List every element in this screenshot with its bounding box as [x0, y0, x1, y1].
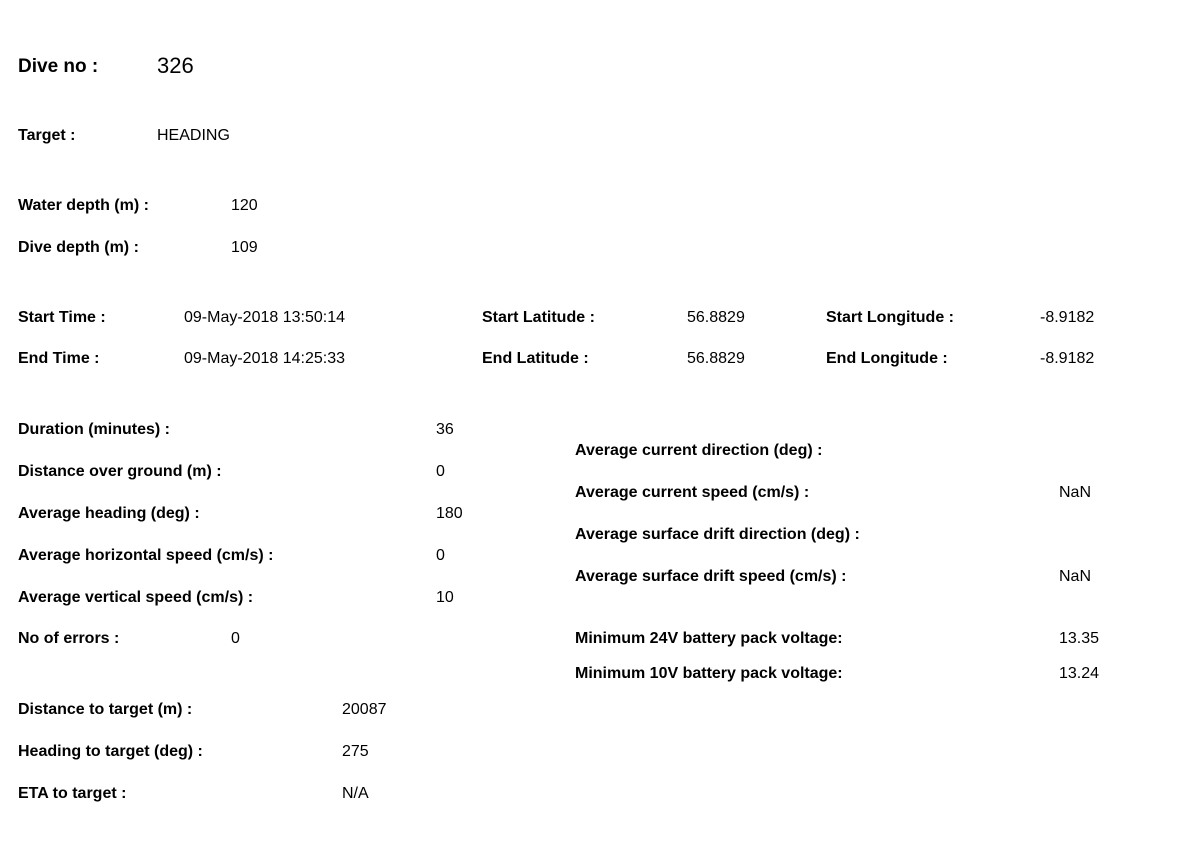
heading-to-target-value: 275 — [342, 743, 369, 760]
average-heading-value: 180 — [436, 505, 463, 522]
distance-to-target-label: Distance to target (m) : — [18, 701, 193, 718]
average-heading-label: Average heading (deg) : — [18, 505, 200, 522]
average-current-speed-value: NaN — [1059, 484, 1092, 501]
no-of-errors-value: 0 — [231, 630, 240, 647]
dive-no-value: 326 — [157, 53, 194, 78]
dive-no-label: Dive no : — [18, 56, 99, 77]
minimum-10v-battery-value: 13.24 — [1059, 665, 1100, 682]
average-horizontal-speed-label: Average horizontal speed (cm/s) : — [18, 547, 274, 564]
target-value: HEADING — [157, 127, 230, 144]
end-latitude-label: End Latitude : — [482, 350, 589, 367]
start-longitude-value: -8.9182 — [1040, 309, 1095, 326]
average-vertical-speed-label: Average vertical speed (cm/s) : — [18, 589, 254, 606]
target-label: Target : — [18, 127, 76, 144]
water-depth-value: 120 — [231, 197, 258, 214]
end-latitude-value: 56.8829 — [687, 350, 745, 367]
average-surface-drift-direction-label: Average surface drift direction (deg) : — [575, 526, 860, 543]
average-current-direction-label: Average current direction (deg) : — [575, 442, 823, 459]
minimum-10v-battery-label: Minimum 10V battery pack voltage: — [575, 665, 843, 682]
start-longitude-label: Start Longitude : — [826, 309, 954, 326]
minimum-24v-battery-label: Minimum 24V battery pack voltage: — [575, 630, 843, 647]
eta-to-target-value: N/A — [342, 785, 369, 802]
distance-over-ground-label: Distance over ground (m) : — [18, 463, 222, 480]
heading-to-target-label: Heading to target (deg) : — [18, 743, 203, 760]
no-of-errors-label: No of errors : — [18, 630, 120, 647]
dive-depth-value: 109 — [231, 239, 258, 256]
end-time-value: 09-May-2018 14:25:33 — [184, 350, 345, 367]
eta-to-target-label: ETA to target : — [18, 785, 127, 802]
end-longitude-label: End Longitude : — [826, 350, 948, 367]
start-latitude-label: Start Latitude : — [482, 309, 595, 326]
average-current-speed-label: Average current speed (cm/s) : — [575, 484, 810, 501]
end-longitude-value: -8.9182 — [1040, 350, 1095, 367]
average-surface-drift-speed-label: Average surface drift speed (cm/s) : — [575, 568, 847, 585]
average-horizontal-speed-value: 0 — [436, 547, 445, 564]
dive-depth-label: Dive depth (m) : — [18, 239, 139, 256]
start-time-label: Start Time : — [18, 309, 106, 326]
start-time-value: 09-May-2018 13:50:14 — [184, 309, 345, 326]
minimum-24v-battery-value: 13.35 — [1059, 630, 1100, 647]
duration-value: 36 — [436, 421, 454, 438]
end-time-label: End Time : — [18, 350, 100, 367]
average-vertical-speed-value: 10 — [436, 589, 454, 606]
water-depth-label: Water depth (m) : — [18, 197, 149, 214]
average-surface-drift-speed-value: NaN — [1059, 568, 1092, 585]
start-latitude-value: 56.8829 — [687, 309, 745, 326]
distance-over-ground-value: 0 — [436, 463, 445, 480]
distance-to-target-value: 20087 — [342, 701, 387, 718]
duration-label: Duration (minutes) : — [18, 421, 170, 438]
